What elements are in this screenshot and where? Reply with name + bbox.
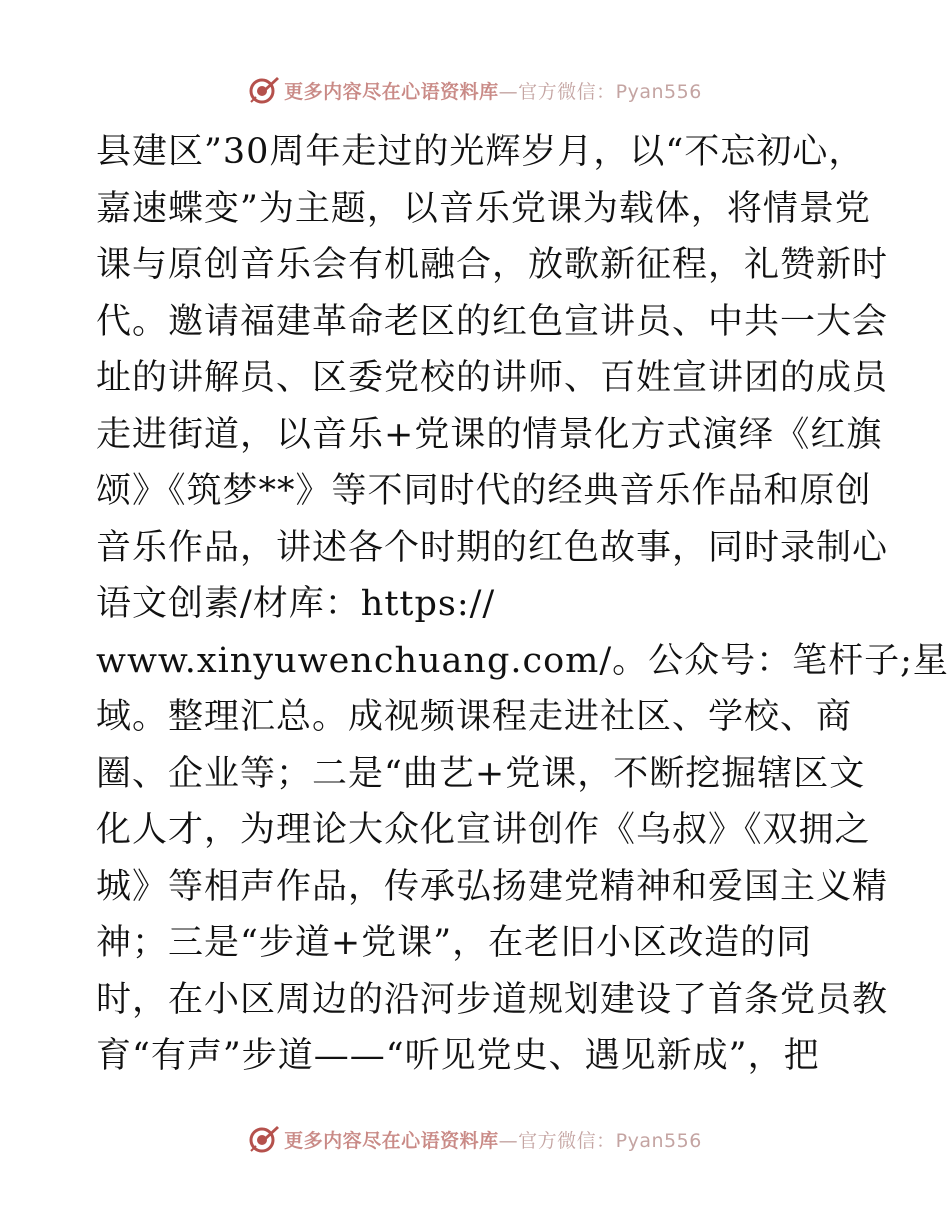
- document-body: [96, 124, 949, 1085]
- header-banner-inner: [248, 74, 702, 106]
- body-line: 城》等相声作品，传承弘扬建党精神和爱国主义精: [96, 866, 889, 907]
- footer-banner: [0, 1119, 950, 1159]
- body-line: 域。整理汇总。成视频课程走进社区、学校、商: [96, 697, 853, 737]
- body-line: 化人才，为理论大众化宣讲创作《乌叔》《双拥之: [96, 810, 871, 850]
- footer-banner-inner: [248, 1123, 702, 1155]
- body-line: 音乐作品，讲述各个时期的红色故事，同时录制心: [96, 527, 889, 568]
- body-line: 时，在小区周边的沿河步道规划建设了首条党员教: [96, 979, 889, 1020]
- body-line: 圈、企业等；二是“曲艺+党课，不断挖掘辖区文: [96, 753, 866, 794]
- body-line: 神；三是“步道+党课”，在老旧小区改造的同: [96, 923, 813, 963]
- body-line: 址的讲解员、区委党校的讲师、百姓宣讲团的成员: [96, 358, 889, 398]
- footer-banner-bold: 更多内容尽在心语资料库: [284, 1129, 499, 1152]
- header-banner: [0, 70, 950, 110]
- body-line: 课与原创音乐会有机融合，放歌新征程，礼赞新时: [96, 245, 889, 285]
- body-line: 育“有声”步道——“听见党史、遇见新成”，把: [96, 1036, 820, 1076]
- header-banner-bold: 更多内容尽在心语资料库: [284, 80, 499, 103]
- body-line: 语文创素/材库：https://: [96, 584, 496, 624]
- pen-logo-icon: [248, 74, 280, 106]
- pen-logo-icon: [248, 1123, 280, 1155]
- body-line: www.xinyuwenchuang.com/。公众号：笔杆子;星: [96, 640, 949, 681]
- footer-banner-light: —官方微信：Pyan556: [498, 1129, 702, 1152]
- header-banner-light: —官方微信：Pyan556: [498, 80, 702, 103]
- body-line: 代。邀请福建革命老区的红色宣讲员、中共一大会: [96, 301, 889, 342]
- body-line: 颂》《筑梦**》等不同时代的经典音乐作品和原创: [96, 471, 872, 511]
- body-line: 县建区”30周年走过的光辉岁月，以“不忘初心，: [96, 132, 865, 172]
- body-line: 嘉速蝶变”为主题，以音乐党课为载体，将情景党: [96, 188, 871, 229]
- header-banner-text: [284, 77, 702, 104]
- body-line: 走进街道，以音乐+党课的情景化方式演绎《红旗: [96, 414, 883, 455]
- footer-banner-text: [284, 1126, 702, 1153]
